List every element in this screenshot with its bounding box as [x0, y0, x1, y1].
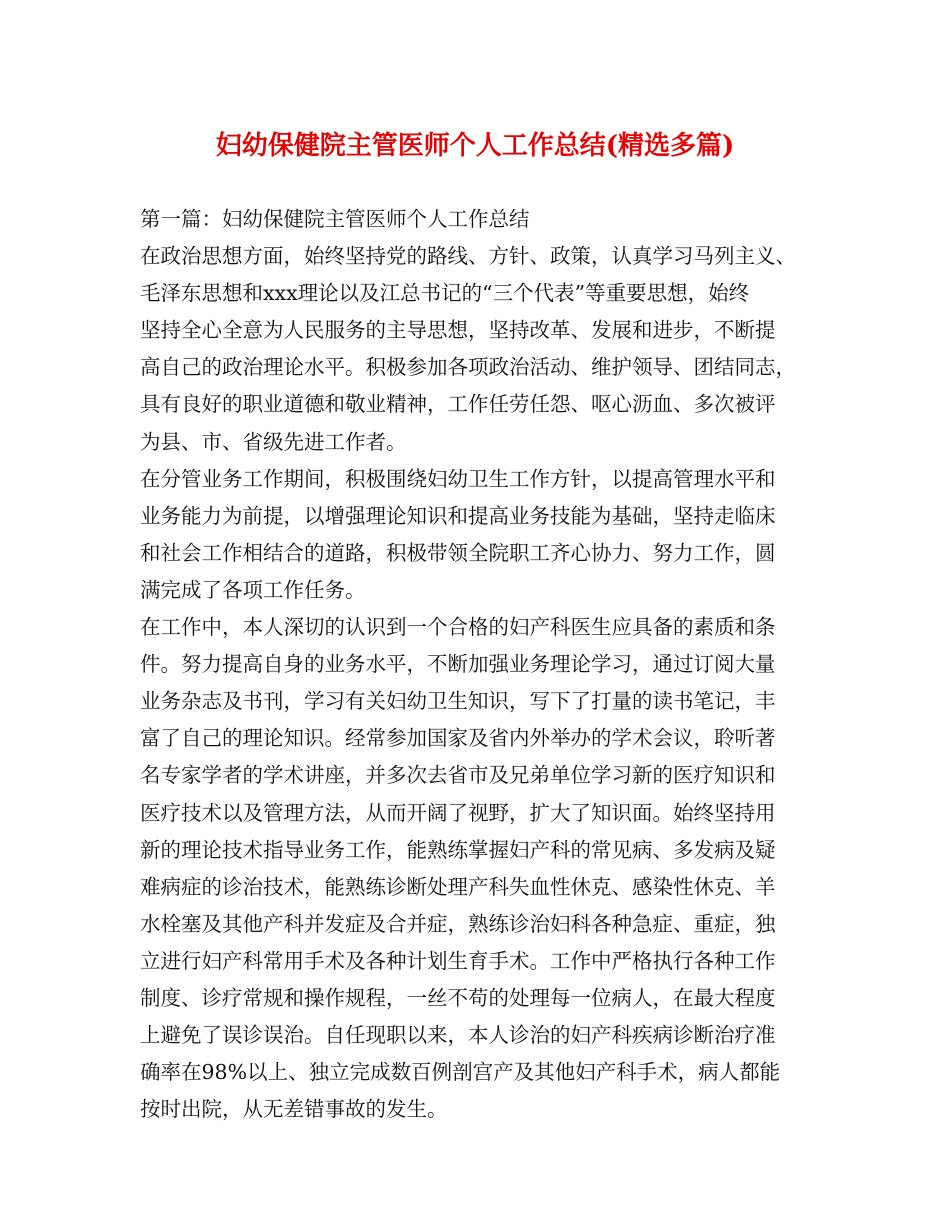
body-line: 和社会工作相结合的道路，积极带领全院职工齐心协力、努力工作，圆 [140, 540, 776, 565]
body-line: 水栓塞及其他产科并发症及合并症，熟练诊治妇科各种急症、重症，独 [140, 911, 776, 936]
body-line: 制度、诊疗常规和操作规程，一丝不苟的处理每一位病人，在最大程度 [140, 985, 776, 1010]
body-line: 新的理论技术指导业务工作，能熟练掌握妇产科的常见病、多发病及疑 [140, 837, 776, 862]
document-body [140, 201, 830, 1128]
body-line: 按时出院，从无差错事故的发生。 [140, 1097, 448, 1122]
body-line: 毛泽东思想和xxx理论以及江总书记的“三个代表”等重要思想，始终 [140, 281, 750, 306]
body-line: 在政治思想方面，始终坚持党的路线、方针、政策，认真学习马列主义、 [140, 244, 796, 269]
body-line: 富了自己的理论知识。经常参加国家及省内外举办的学术会议，聆听著 [140, 726, 776, 751]
body-line: 在工作中，本人深切的认识到一个合格的妇产科医生应具备的素质和条 [140, 615, 776, 640]
body-line: 确率在98%以上、独立完成数百例剖宫产及其他妇产科手术，病人都能 [140, 1060, 781, 1085]
section-heading: 第一篇：妇幼保健院主管医师个人工作总结 [140, 207, 530, 231]
body-line: 上避免了误诊误治。自任现职以来，本人诊治的妇产科疾病诊断治疗准 [140, 1023, 776, 1048]
document-title: 妇幼保健院主管医师个人工作总结(精选多篇) [215, 131, 735, 161]
body-line: 名专家学者的学术讲座，并多次去省市及兄弟单位学习新的医疗知识和 [140, 763, 776, 788]
body-line: 高自己的政治理论水平。积极参加各项政治活动、维护领导、团结同志， [140, 355, 796, 380]
body-line: 坚持全心全意为人民服务的主导思想，坚持改革、发展和进步，不断提 [140, 318, 776, 343]
body-line: 业务杂志及书刊，学习有关妇幼卫生知识，写下了打量的读书笔记，丰 [140, 689, 776, 714]
body-line: 满完成了各项工作任务。 [140, 577, 366, 602]
body-line: 难病症的诊治技术，能熟练诊断处理产科失血性休克、感染性休克、羊 [140, 874, 776, 899]
body-line: 为县、市、省级先进工作者。 [140, 429, 407, 454]
body-line: 件。努力提高自身的业务水平，不断加强业务理论学习，通过订阅大量 [140, 652, 776, 677]
body-line: 业务能力为前提，以增强理论知识和提高业务技能为基础，坚持走临床 [140, 503, 776, 528]
body-line: 立进行妇产科常用手术及各种计划生育手术。工作中严格执行各种工作 [140, 948, 776, 973]
body-line: 具有良好的职业道德和敬业精神，工作任劳任怨、呕心沥血、多次被评 [140, 392, 776, 417]
body-line: 在分管业务工作期间，积极围绕妇幼卫生工作方针，以提高管理水平和 [140, 466, 776, 491]
body-line: 医疗技术以及管理方法，从而开阔了视野，扩大了知识面。始终坚持用 [140, 800, 776, 825]
